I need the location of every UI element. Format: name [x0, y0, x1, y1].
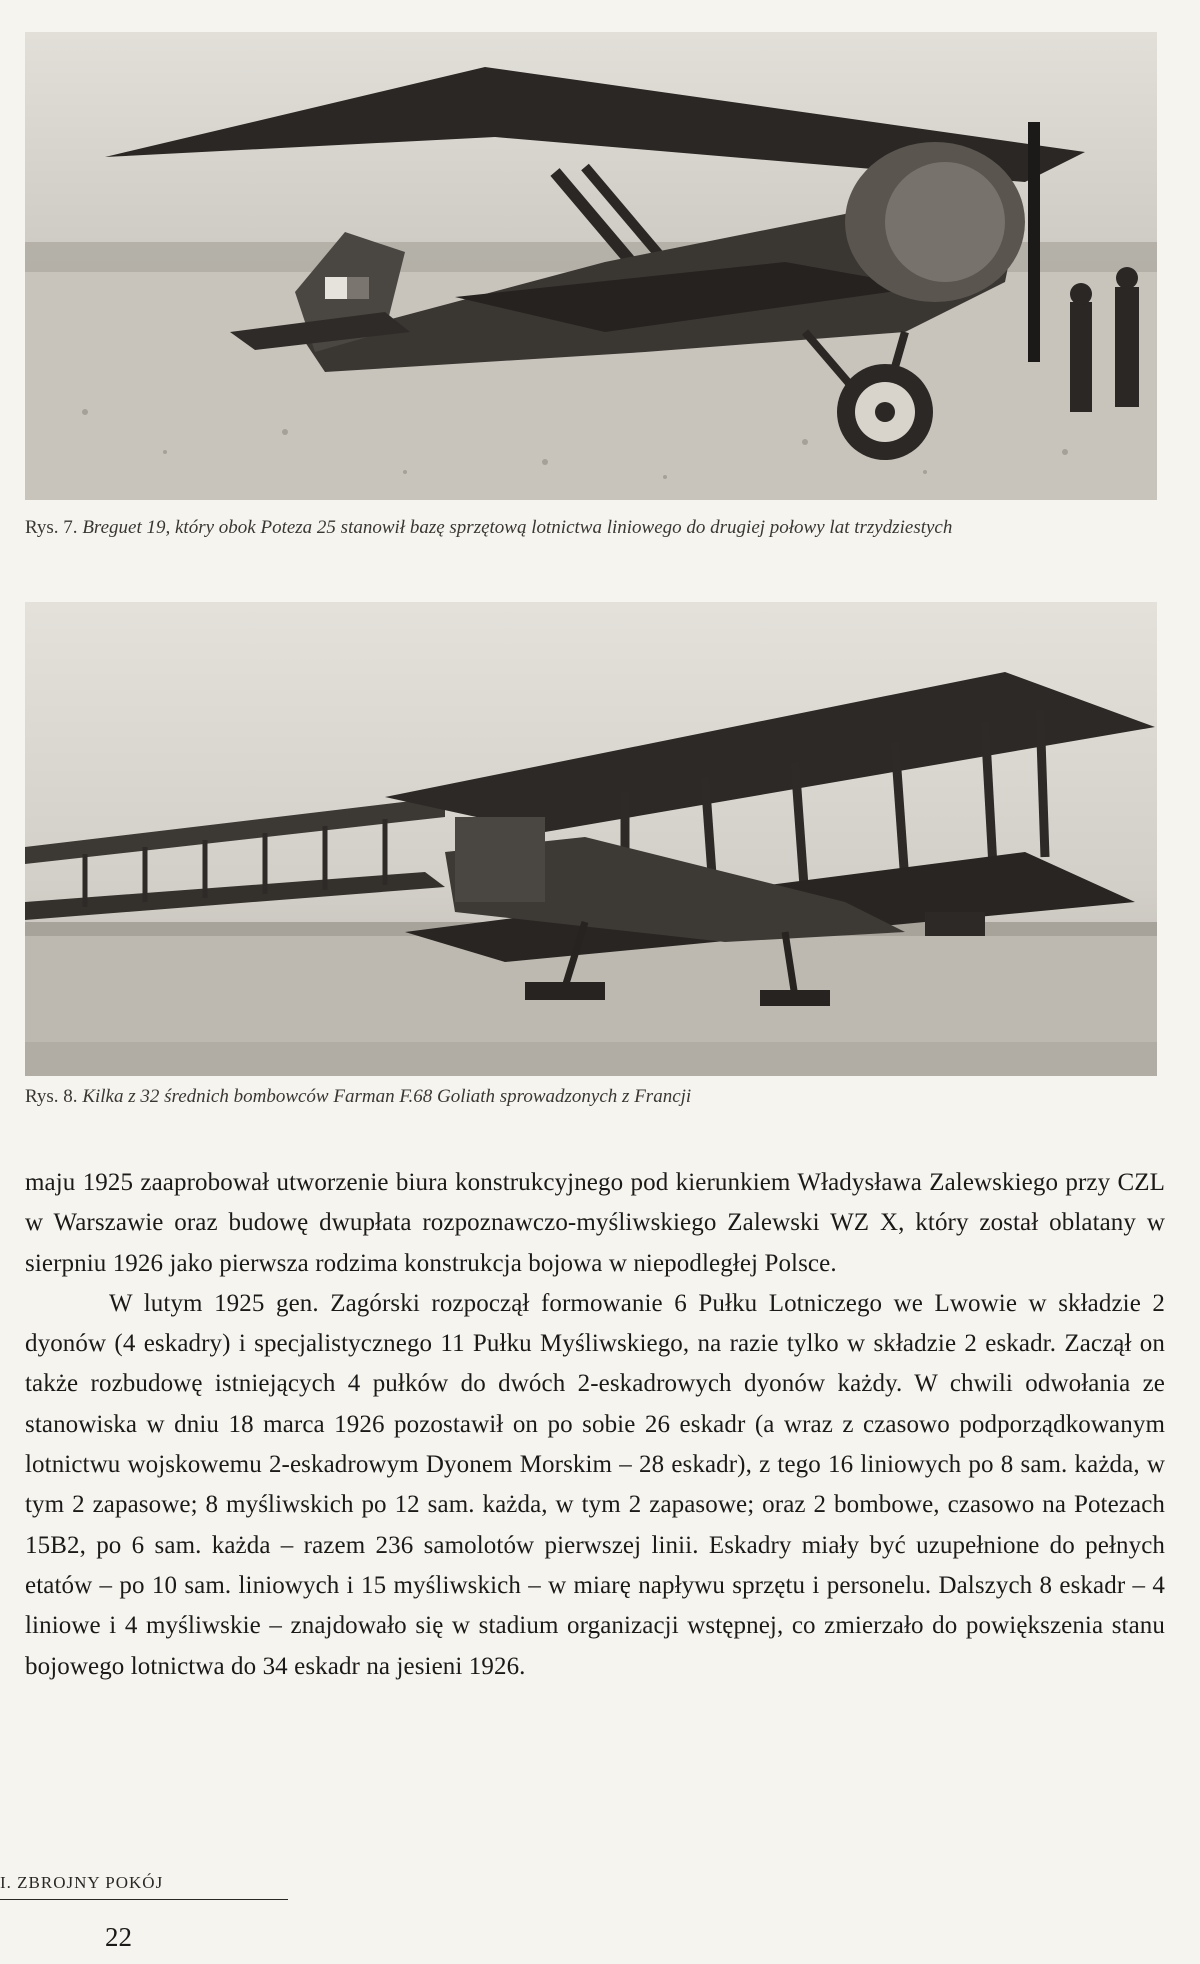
farman-goliath-illustration	[25, 602, 1157, 1076]
running-head: I. ZBROJNY POKÓJ	[0, 1873, 164, 1892]
figure-label-7: Rys. 7.	[25, 517, 78, 538]
figure-label-8: Rys. 8.	[25, 1086, 78, 1107]
figure-farman-goliath-photo	[25, 602, 1157, 1076]
breguet-19-illustration	[25, 32, 1157, 500]
figure-caption-8	[25, 1082, 1165, 1112]
running-head-rule	[0, 1899, 288, 1900]
figure-caption-text-7: Breguet 19, który obok Poteza 25 stanowił bazę sprzętową lotnictwa liniowego do drugiej połowy lat trzydziestych	[82, 517, 953, 538]
body-text	[25, 1163, 1165, 1687]
paragraph-2: W lutym 1925 gen. Zagórski rozpoczął formowanie 6 Pułku Lotniczego we Lwowie w składzie 2 dyonów (4 eskadry) i specjalistycznego 11 Pułku Myśliwskiego, na razie tylko w składzie 2 eskadr. Zaczął on także rozbudowę istniejących 4 pułków do dwóch 2-eskadrowych dyonów każdy. W chwili odwołania ze stanowiska w dniu 18 marca 1926 pozostawił on po sobie 26 eskadr (a wraz z czasowo podporządkowanym lotnictwu wojskowemu 2-eskadrowym Dyonem Morskim – 28 eskadr), z tego 16 liniowych po 8 sam. każda, w tym 2 zapasowe; 8 myśliwskich po 12 sam. każda, w tym 2 zapasowe; oraz 2 bombowe, czasowo na Potezach 15B2, po 6 sam. każda – razem 236 samolotów pierwszej linii. Eskadry miały być uzupełnione do pełnych etatów – po 10 sam. liniowych i 15 myśliwskich – w miarę napływu sprzętu i personelu. Dalszych 8 eskadr – 4 liniowe i 4 myśliwskie – znajdowało się w stadium organizacji wstępnej, co zmierzało do powiększenia stanu bojowego lotnictwa do 34 eskadr na jesieni 1926.	[25, 1289, 1165, 1680]
figure-breguet-19-photo	[25, 32, 1157, 500]
figure-caption-7	[25, 513, 1165, 543]
figure-caption-text-8: Kilka z 32 średnich bombowców Farman F.68 Goliath sprowadzonych z Francji	[82, 1086, 692, 1107]
page-number: 22	[105, 1922, 132, 1952]
paragraph-1: maju 1925 zaaprobował utworzenie biura konstrukcyjnego pod kierunkiem Władysława Zalewskiego przy CZL w Warszawie oraz budowę dwupłata rozpoznawczo-myśliwskiego Zalewski WZ X, który został oblatany w sierpniu 1926 jako pierwsza rodzima konstrukcja bojowa w niepodległej Polsce.	[25, 1169, 1165, 1277]
